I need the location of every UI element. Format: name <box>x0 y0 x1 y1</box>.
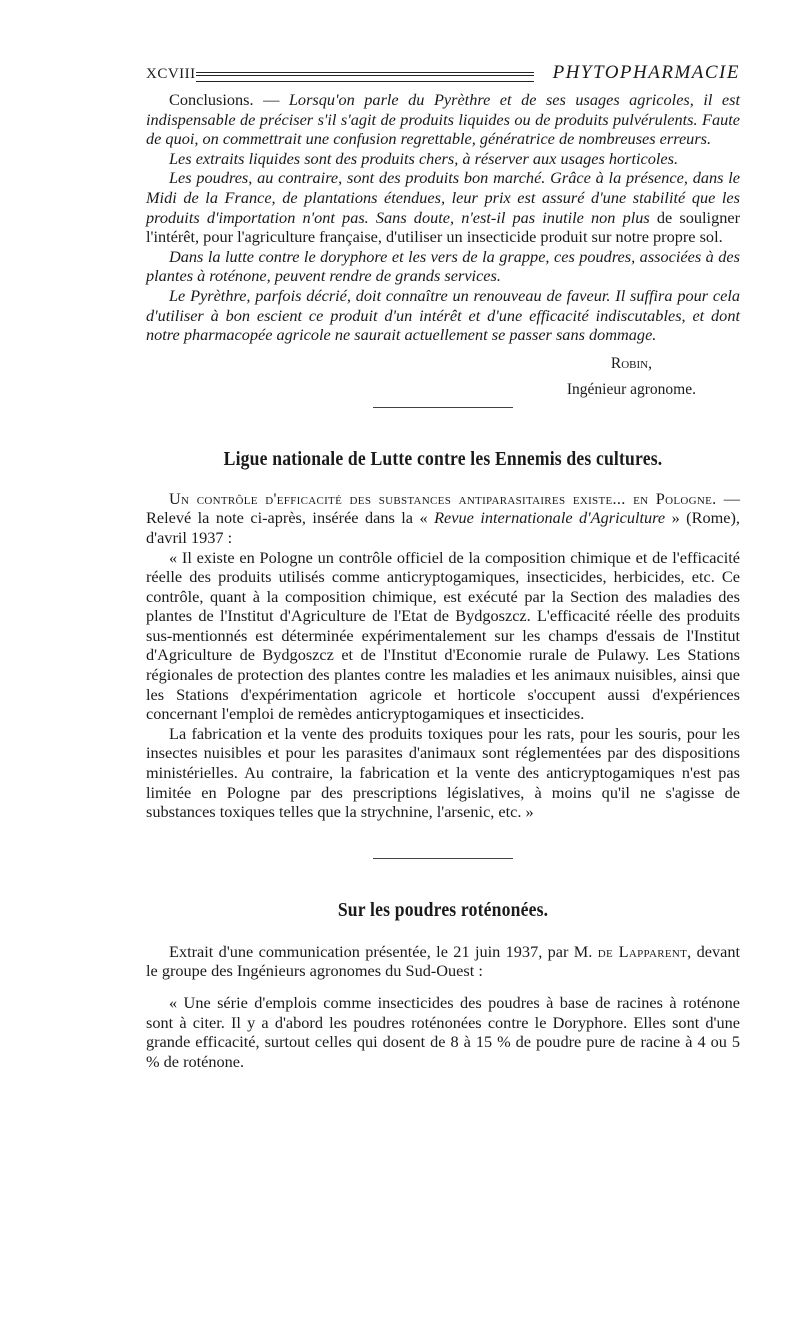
rotenone-intro-1: Extrait d'une communication présentée, le 21 juin 1937, par M. <box>169 941 598 961</box>
conclusions-text-3-roman: de souligner l'intérêt, pour l'agriculture française, d'utiliser un insecticide produit sur notre propre sol. <box>146 207 741 247</box>
section-heading-ligue: Ligue nationale de Lutte contre les Ennemis des cultures. <box>223 447 663 470</box>
rotenone-intro <box>146 942 740 981</box>
ligue-quote-2: La fabrication et la vente des produits toxiques pour les rats, pour les souris, pour les insectes nuisibles et pour les parasites d'animaux sont réglementées par des dispositions ministérielles. Au contraire, la fabrication et la vente des anticryptogamiques n'est pas limitée en Pologne par des prescriptions législatives, à moins qu'il ne s'agisse de substances toxiques telles que la strychnine, l'arsenic, etc. » <box>146 723 740 822</box>
conclusions-text-4: Dans la lutte contre le doryphore et les vers de la grappe, ces poudres, associées à des plantes à roténone, peuvent rendre de grands services. <box>146 246 740 286</box>
conclusions-paragraph <box>146 90 740 149</box>
author-name: de Lapparent <box>597 941 688 961</box>
ligue-lead-rest-2: » (Rome), d'avril 1937 : <box>146 508 740 547</box>
page-number: XCVIII <box>146 66 196 82</box>
journal-page <box>146 62 740 1071</box>
section-divider-2 <box>373 858 513 859</box>
conclusions-paragraph-3 <box>146 168 740 246</box>
conclusions-text-1: Lorsqu'on parle du Pyrèthre et de ses usages agricoles, il est indispensable de préciser s'il s'agit de produits liquides ou de produits pulvérulents. Faute de quoi, on commettrait une confusion regrettable, génératrice de nombreuses erreurs. <box>146 90 740 149</box>
ligue-lead-rest-1: — Relevé la note ci-après, insérée dans la « <box>146 488 740 528</box>
conclusions-text-3-italic: Les poudres, au contraire, sont des produits bon marché. Grâce à la présence, dans le Midi de la France, de plantations étendues, leur prix est assuré d'une stabilité que les produits d'importation n'ont pas. Sans doute, n'est-il pas inutile non plus <box>146 168 740 227</box>
conclusions-text-2: Les extraits liquides sont des produits chers, à réserver aux usages horticoles. <box>169 148 679 168</box>
section-heading-rotenone: Sur les poudres roténonées. <box>337 898 549 921</box>
ligue-lead-smallcaps: Un contrôle d'efficacité des substances antiparasitaires existe... en Pologne. <box>169 488 717 508</box>
spacer <box>146 981 740 993</box>
page-header <box>146 62 740 90</box>
signature-title: Ingénieur agronome. <box>566 380 696 398</box>
header-rule <box>196 72 534 82</box>
rotenone-intro-2: , devant le groupe des Ingénieurs agronomes du Sud-Ouest : <box>146 941 740 981</box>
section-divider <box>373 407 513 408</box>
conclusions-lead: Conclusions. — <box>169 90 289 109</box>
ligue-lead-paragraph <box>146 489 740 548</box>
signature-block <box>146 351 740 403</box>
journal-title: Revue internationale d'Agriculture <box>434 508 666 528</box>
rotenone-quote: « Une série d'emplois comme insecticides des poudres à base de racines à roténone sont à citer. Il y a d'abord les poudres roténonées contre le Doryphore. Elles sont d'une grande efficacité, surtout celles qui dosent de 8 à 15 % de poudre pure de racine à 4 ou 5 % de roténone. <box>146 993 740 1071</box>
conclusions-text-5: Le Pyrèthre, parfois décrié, doit connaître un renouveau de faveur. Il suffira pour cela d'utiliser à bon escient ce produit d'un intérêt et d'une efficacité indiscutables, et dont notre pharmacopée agricole ne saurait actuellement se passer sans dommage. <box>146 285 740 345</box>
signature-name: Robin, <box>610 354 652 372</box>
running-title: PHYTOPHARMACIE <box>552 62 740 83</box>
ligue-quote-1: « Il existe en Pologne un contrôle officiel de la composition chimique et de l'efficacité réelle des produits utilisés comme anticryptogamiques, insecticides, herbicides, etc. Ce contrôle, quant à la composition chimique, est exécuté par la Section des maladies des plantes de l'Institut d'Agriculture de l'Etat de Bydgoszcz. L'efficacité réelle des produits sus-mentionnés est déterminée expérimentalement sur les champs d'essais de l'Institut d'Agriculture de Bydgoszcz et de l'Institut d'Economie rurale de Pulawy. Les Stations régionales de protection des plantes contre les maladies et les animaux nuisibles, ainsi que les Stations d'expérimentation agricole et horticole s'occupent aussi d'expériences concernant l'emploi de remèdes anticryptogamiques et insecticides. <box>146 547 740 724</box>
